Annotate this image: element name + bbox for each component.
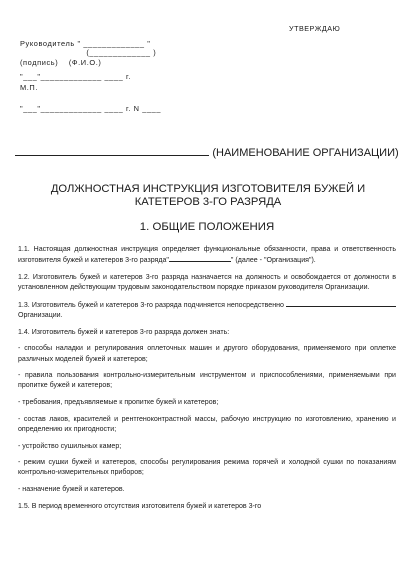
paragraph-1-1: 1.1. Настоящая должностная инструкция определяет функциональные обязанности, права и ответственность изготовителя бужей и катетеров 3-го разряда" " (далее - "Организация"). [18, 246, 396, 265]
list-item: - устройство сушильных камер; [18, 442, 122, 450]
document-body [18, 245, 396, 518]
paragraph-1-2: 1.2. Изготовитель бужей и катетеров 3-го разряда назначается на должность и освобождается от должности в установленном действующим трудовым законодательством порядке приказом руководителя Организации. [18, 273, 396, 292]
list-item: - назначение бужей и катетеров. [18, 486, 125, 494]
organization-name [0, 147, 414, 160]
list-item: - правила пользования контрольно-измерительным инструментом и приспособлениями, применяемыми при пропитке бужей и катетеров; [18, 372, 396, 390]
list-item: - способы наладки и регулирования оплеточных машин и другого оборудования, применяемого при оплетке различных моделей бужей и катетеров; [18, 345, 396, 363]
section-heading: 1. ОБЩИЕ ПОЛОЖЕНИЯ [139, 221, 275, 233]
document-title: ДОЛЖНОСТНАЯ ИНСТРУКЦИЯ ИЗГОТОВИТЕЛЯ БУЖЕЙ И КАТЕТЕРОВ 3-ГО РАЗРЯДА [50, 183, 366, 208]
paragraph-1-3: 1.3. Изготовитель бужей и катетеров 3-го разряда подчиняется непосредственно Организации. [18, 300, 396, 322]
name-line: (_____________ ) [20, 48, 157, 57]
paragraph-1-5: 1.5. В период временного отсутствия изготовителя бужей и катетеров 3-го [18, 502, 262, 510]
manager-line: Руководитель " _____________ " [20, 39, 151, 48]
supervisor-blank [286, 300, 396, 307]
seal-label: М.П. [20, 83, 38, 92]
org-name-blank [15, 147, 209, 156]
list-item: - режим сушки бужей и катетеров, способы регулирования режима горячей и холодной сушки по показаниям контрольно-измерительных приборов; [18, 459, 396, 477]
org-blank [169, 255, 231, 262]
paragraph-1-4: 1.4. Изготовитель бужей и катетеров 3-го разряда должен знать: [18, 328, 230, 336]
signature-caption: (подпись) (Ф.И.О.) [20, 58, 102, 67]
list-item: - состав лаков, красителей и рентгеноконтрастной массы, рабочую инструкцию по изготовлению, хранению и определению их пригодности; [18, 415, 396, 433]
date-line: "___"_____________ ____ г. [20, 72, 132, 81]
org-name-caption: (НАИМЕНОВАНИЕ ОРГАНИЗАЦИИ) [212, 147, 399, 159]
approval-stamp-label: УТВЕРЖДАЮ [289, 24, 341, 33]
date-number-line: "___"_____________ ____ г. N ____ [20, 104, 162, 113]
list-item: - требования, предъявляемые к пропитке бужей и катетеров; [18, 399, 219, 407]
